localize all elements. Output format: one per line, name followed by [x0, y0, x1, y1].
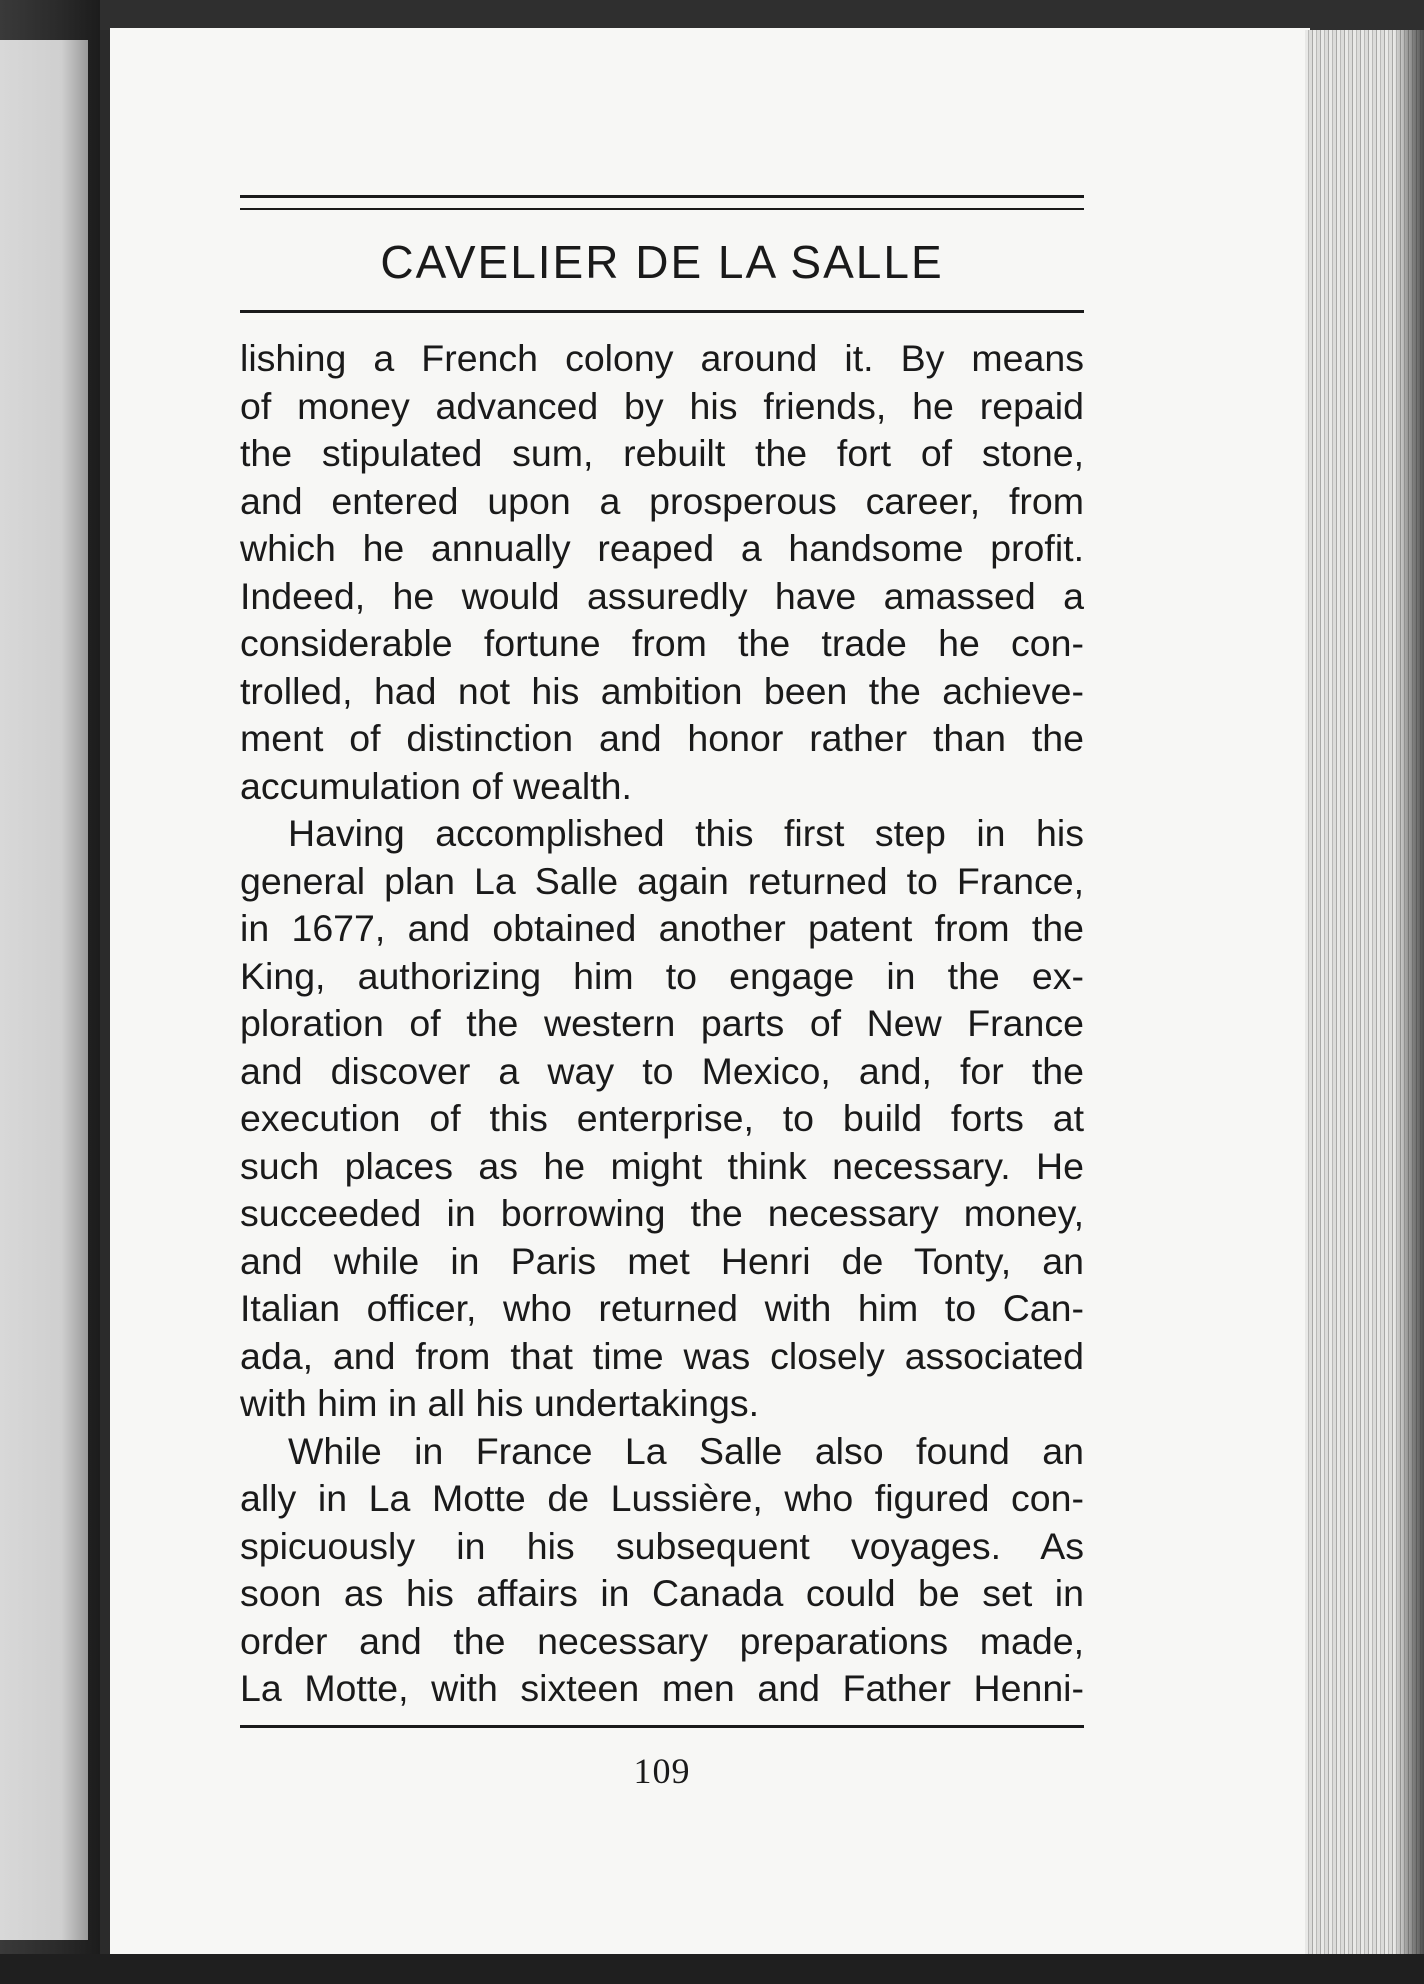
text-line: La Motte, with sixteen men and Father Henni- — [240, 1667, 1084, 1709]
header-double-rule — [240, 195, 1084, 210]
running-head: CAVELIER DE LA SALLE — [380, 236, 944, 288]
text-line: soon as his affairs in Canada could be set in — [240, 1572, 1084, 1614]
page-edge-stack — [1305, 30, 1424, 1970]
text-line: King, authorizing him to engage in the ex- — [240, 954, 1084, 997]
text-line: and while in Paris met Henri de Tonty, an — [240, 1239, 1084, 1282]
text-line: ment of distinction and honor rather than the — [240, 717, 1084, 759]
text-line: the stipulated sum, rebuilt the fort of stone, — [240, 432, 1084, 474]
text-line: and discover a way to Mexico, and, for the — [240, 1049, 1084, 1092]
body-text — [240, 335, 1084, 1713]
text-line: ally in La Motte de Lussière, who figured con- — [240, 1477, 1084, 1519]
page-content — [240, 195, 1084, 1792]
text-line: trolled, had not his ambition been the achieve- — [240, 669, 1084, 712]
paragraph-1 — [240, 335, 1084, 810]
text-line: execution of this enterprise, to build forts at — [240, 1097, 1084, 1139]
text-line: lishing a French colony around it. By means — [240, 337, 1084, 379]
text-line: succeeded in borrowing the necessary money, — [240, 1192, 1084, 1234]
text-line: of money advanced by his friends, he repaid — [240, 384, 1084, 427]
text-line: accumulation of wealth. — [240, 764, 632, 807]
text-line: Indeed, he would assuredly have amassed a — [240, 574, 1084, 617]
footer-rule — [240, 1725, 1084, 1728]
scan-top-border — [0, 0, 1424, 30]
text-line: which he annually reaped a handsome profit. — [240, 527, 1084, 569]
text-line: Italian officer, who returned with him to Can- — [240, 1287, 1084, 1329]
text-line: ploration of the western parts of New France — [240, 1002, 1084, 1044]
text-line: considerable fortune from the trade he con- — [240, 622, 1084, 664]
text-line: Having accomplished this first step in his — [288, 812, 1084, 854]
paragraph-3 — [240, 1428, 1084, 1713]
text-line: and entered upon a prosperous career, from — [240, 479, 1084, 522]
paragraph-2 — [240, 810, 1084, 1428]
text-line: order and the necessary preparations made, — [240, 1619, 1084, 1662]
text-line: such places as he might think necessary. He — [240, 1144, 1084, 1187]
text-line: While in France La Salle also found an — [288, 1429, 1084, 1472]
header-rule — [240, 310, 1084, 313]
scan-bottom-border — [0, 1954, 1424, 1984]
text-line: spicuously in his subsequent voyages. As — [240, 1524, 1084, 1567]
text-line: in 1677, and obtained another patent from the — [240, 907, 1084, 949]
facing-page-edge — [0, 40, 88, 1940]
text-line: general plan La Salle again returned to France, — [240, 859, 1084, 902]
page-number: 109 — [633, 1750, 691, 1791]
text-line: ada, and from that time was closely associated — [240, 1334, 1084, 1377]
text-line: with him in all his undertakings. — [240, 1382, 759, 1424]
